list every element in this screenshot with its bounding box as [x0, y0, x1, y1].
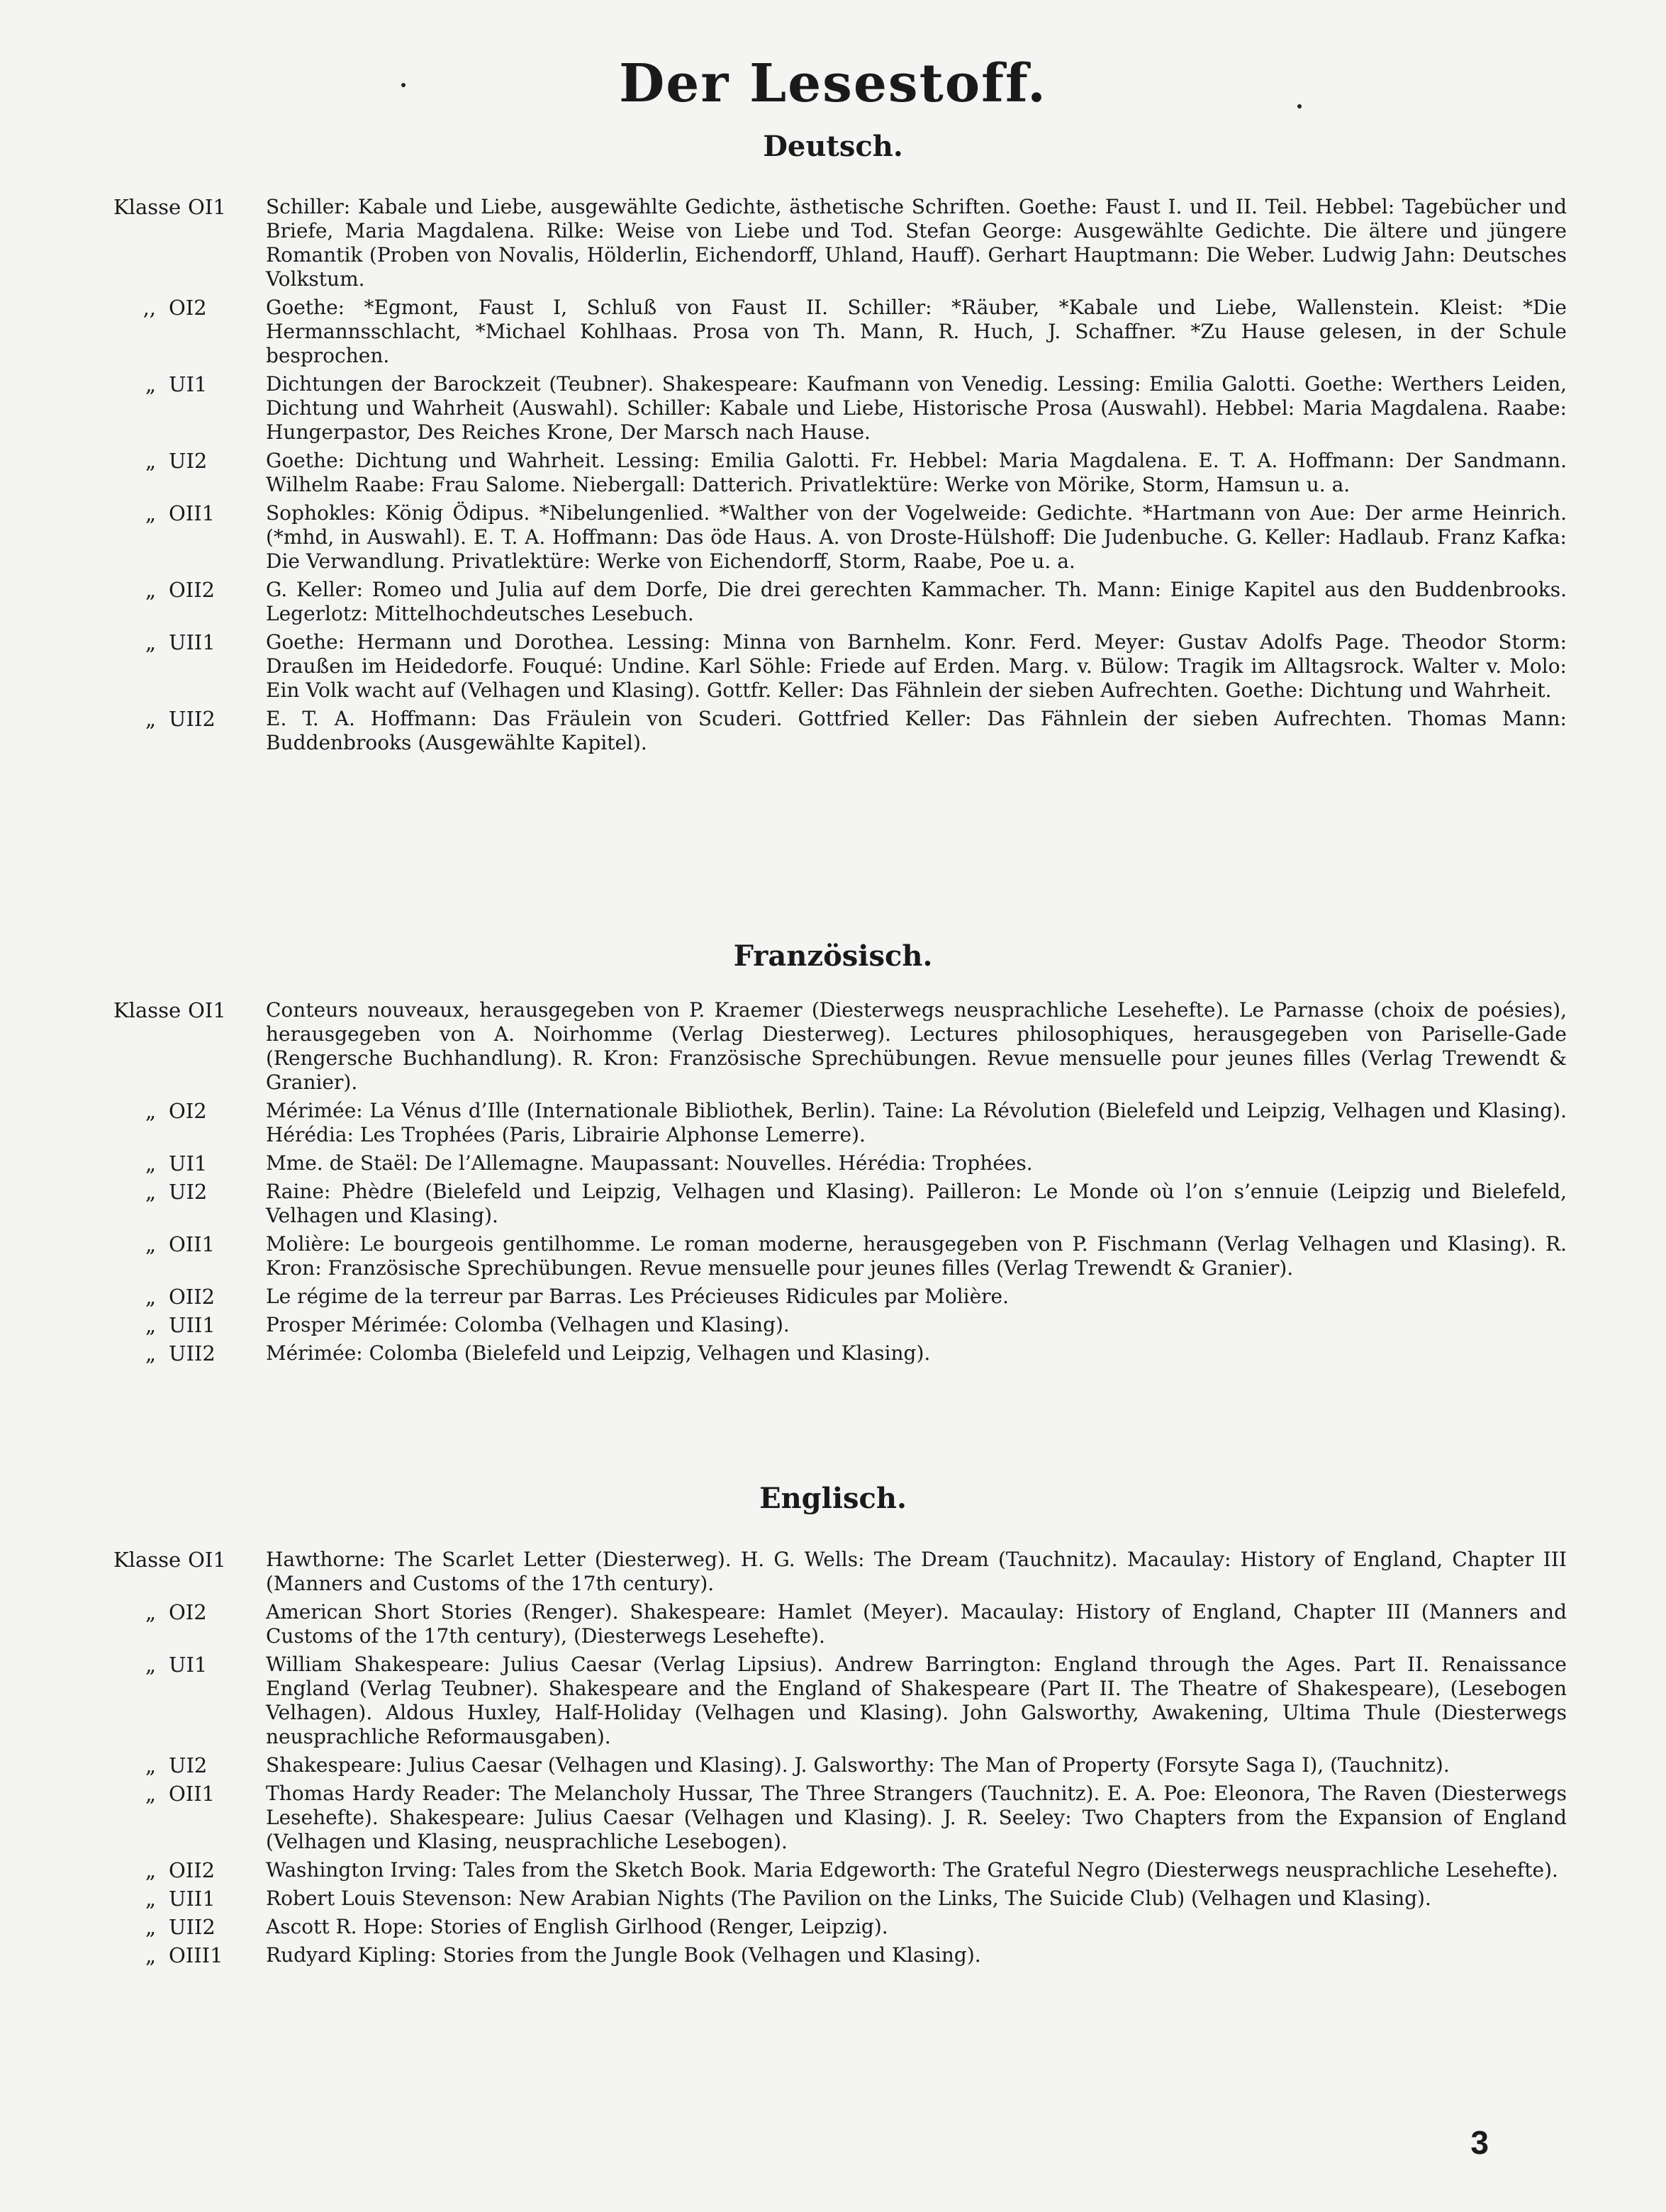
reading-list-row	[113, 1653, 1567, 1749]
class-code: UI1	[169, 1653, 208, 1677]
reading-list-row	[113, 501, 1567, 574]
class-label	[113, 578, 266, 602]
reading-list-text: Prosper Mérimée: Colomba (Velhagen und Klasing).	[266, 1313, 790, 1336]
class-label	[113, 630, 266, 654]
class-code: UI2	[169, 449, 208, 473]
class-code: OI1	[188, 998, 226, 1022]
section-englisch	[113, 1548, 1567, 1972]
class-label	[113, 1180, 266, 1204]
class-code: UII2	[169, 1341, 216, 1365]
class-prefix: „	[145, 630, 156, 654]
reading-list-row	[113, 998, 1567, 1095]
class-prefix: Klasse	[113, 1548, 181, 1572]
class-code: UI2	[169, 1180, 208, 1204]
reading-list-text: Shakespeare: Julius Caesar (Velhagen und Klasing). J. Galsworthy: The Man of Property (Forsyte Saga I), (Tauchnitz).	[266, 1753, 1450, 1777]
reading-list-text: G. Keller: Romeo und Julia auf dem Dorfe, Die drei gerechten Kammacher. Th. Mann: Einige Kapitel aus den Buddenbrooks. Legerlotz: Mittelhochdeutsches Lesebuch.	[266, 578, 1567, 625]
class-label	[113, 1753, 266, 1777]
class-prefix: „	[145, 1943, 156, 1967]
class-label	[113, 998, 266, 1022]
class-prefix: „	[145, 1753, 156, 1777]
reading-list-row	[113, 372, 1567, 445]
section-franzoesisch	[113, 998, 1567, 1370]
reading-list-row	[113, 1858, 1567, 1882]
class-label	[113, 1782, 266, 1806]
class-prefix: „	[145, 1341, 156, 1365]
class-code: OII1	[169, 501, 216, 525]
reading-list-row	[113, 1782, 1567, 1854]
reading-list-text: Thomas Hardy Reader: The Melancholy Hussar, The Three Strangers (Tauchnitz). E. A. Poe: Eleonora, The Raven (Diesterwegs Lesehefte). Shakespeare: Julius Caesar (Velhagen und Klasing). J. R. Seeley: Two Chapters from the Expansion of England (Velhagen und Klasing, neusprachliche Lesebogen).	[266, 1782, 1567, 1853]
reading-list-text: Mérimée: La Vénus d’Ille (Internationale Bibliothek, Berlin). Taine: La Révolution (Bielefeld und Leipzig, Velhagen und Klasing). Hérédia: Les Trophées (Paris, Librairie Alphonse Lemerre).	[266, 1099, 1567, 1146]
reading-list-row	[113, 1548, 1567, 1596]
reading-list-text: Mérimée: Colomba (Bielefeld und Leipzig, Velhagen und Klasing).	[266, 1341, 931, 1365]
reading-list-text: Schiller: Kabale und Liebe, ausgewählte Gedichte, ästhetische Schriften. Goethe: Faust I. und II. Teil. Hebbel: Tagebücher und Briefe, Maria Magdalena. Rilke: Weise von Liebe und Tod. Stefan George: Ausgewählte Gedichte. Die ältere und jüngere Romantik (Proben von Novalis, Hölderlin, Eichendorff, Uhland, Hauff). Gerhart Hauptmann: Die Weber. Ludwig Jahn: Deutsches Volkstum.	[266, 195, 1567, 291]
reading-list-row	[113, 1313, 1567, 1337]
class-prefix: Klasse	[113, 998, 181, 1022]
class-prefix: „	[145, 578, 156, 602]
class-code: OII2	[169, 1285, 216, 1309]
class-code: OII1	[169, 1232, 216, 1256]
reading-list-text: American Short Stories (Renger). Shakespeare: Hamlet (Meyer). Macaulay: History of England, Chapter III (Manners and Customs of the 17th century), (Diesterwegs Lesehefte).	[266, 1600, 1567, 1648]
class-prefix: „	[145, 372, 156, 396]
reading-list-row	[113, 630, 1567, 703]
class-label	[113, 1858, 266, 1882]
reading-list-text: Conteurs nouveaux, herausgegeben von P. Kraemer (Diesterwegs neusprachliche Lesehefte). Le Parnasse (choix de poésies), herausgegeben von A. Noirhomme (Verlag Diesterweg). Lectures philosophiques, herausgegeben von Pariselle-Gade (Rengersche Buchhandlung). R. Kron: Französische Sprechübungen. Revue mensuelle pour jeunes filles (Verlag Trewendt & Granier).	[266, 998, 1567, 1094]
class-code: OII1	[169, 1782, 216, 1806]
class-label	[113, 1232, 266, 1256]
reading-list-row	[113, 296, 1567, 368]
class-code: OII2	[169, 1858, 216, 1882]
reading-list-row	[113, 578, 1567, 626]
class-prefix: „	[145, 1653, 156, 1677]
section-deutsch	[113, 195, 1567, 759]
class-prefix: „	[145, 1285, 156, 1309]
reading-list-text: William Shakespeare: Julius Caesar (Verlag Lipsius). Andrew Barrington: England through the Ages. Part II. Renaissance England (Verlag Teubner). Shakespeare and the England of Shakespeare (Part II. The Theatre of Shakespeare), (Lesebogen Velhagen). Aldous Huxley, Half-Holiday (Velhagen und Klasing). John Galsworthy, Awakening, Ultima Thule (Diesterwegs neusprachliche Reformausgaben).	[266, 1653, 1567, 1748]
reading-list-row	[113, 1943, 1567, 1967]
reading-list-text: Goethe: *Egmont, Faust I, Schluß von Faust II. Schiller: *Räuber, *Kabale und Liebe, Wallenstein. Kleist: *Die Hermannsschlacht, *Michael Kohlhaas. Prosa von Th. Mann, R. Huch, J. Schaffner. *Zu Hause gelesen, in der Schule besprochen.	[266, 296, 1567, 367]
reading-list-row	[113, 449, 1567, 497]
class-label	[113, 372, 266, 396]
page-title: Der Lesestoff.	[619, 53, 1047, 114]
class-prefix: Klasse	[113, 195, 181, 219]
reading-list-row	[113, 1341, 1567, 1365]
reading-list-text: Goethe: Hermann und Dorothea. Lessing: Minna von Barnhelm. Konr. Ferd. Meyer: Gustav Adolfs Page. Theodor Storm: Draußen im Heidedorfe. Fouqué: Undine. Karl Söhle: Friede auf Erden. Marg. v. Bülow: Tragik im Alltagsrock. Walter v. Molo: Ein Volk wacht auf (Velhagen und Klasing). Gottfr. Keller: Das Fähnlein der sieben Aufrechten. Goethe: Dichtung und Wahrheit.	[266, 630, 1567, 702]
class-code: UII1	[169, 630, 216, 654]
class-prefix: „	[145, 1858, 156, 1882]
class-label	[113, 1943, 266, 1967]
class-label	[113, 1313, 266, 1337]
class-label	[113, 1600, 266, 1624]
page-number: 3	[1470, 2124, 1489, 2161]
class-label	[113, 707, 266, 731]
class-label	[113, 1887, 266, 1911]
reading-list-text: Molière: Le bourgeois gentilhomme. Le roman moderne, herausgegeben von P. Fischmann (Verlag Velhagen und Klasing). R. Kron: Französische Sprechübungen. Revue mensuelle pour jeunes filles (Verlag Trewendt & Granier).	[266, 1232, 1567, 1280]
class-label	[113, 296, 266, 320]
class-code: OI1	[188, 1548, 226, 1572]
reading-list-text: Mme. de Staël: De l’Allemagne. Maupassant: Nouvelles. Hérédia: Trophées.	[266, 1151, 1033, 1175]
reading-list-text: Hawthorne: The Scarlet Letter (Diesterweg). H. G. Wells: The Dream (Tauchnitz). Macaulay: History of England, Chapter III (Manners and Customs of the 17th century).	[266, 1548, 1567, 1595]
class-prefix: „	[145, 1887, 156, 1911]
reading-list-text: Sophokles: König Ödipus. *Nibelungenlied. *Walther von der Vogelweide: Gedichte. *Hartmann von Aue: Der arme Heinrich. (*mhd, in Auswahl). E. T. A. Hoffmann: Das öde Haus. A. von Droste-Hülshoff: Die Judenbuche. G. Keller: Hadlaub. Franz Kafka: Die Verwandlung. Privatlektüre: Werke von Eichendorff, Storm, Raabe, Poe u. a.	[266, 501, 1567, 573]
class-prefix: „	[145, 501, 156, 525]
class-prefix: „	[145, 1915, 156, 1939]
class-label	[113, 1915, 266, 1939]
class-code: UII1	[169, 1313, 216, 1337]
class-code: UII1	[169, 1887, 216, 1911]
class-prefix: „	[145, 449, 156, 473]
class-prefix: „	[145, 1232, 156, 1256]
reading-list-row	[113, 1600, 1567, 1648]
reading-list-row	[113, 1915, 1567, 1939]
class-code: OII2	[169, 578, 216, 602]
class-code: OI1	[188, 195, 226, 219]
reading-list-row	[113, 1753, 1567, 1777]
reading-list-row	[113, 1099, 1567, 1147]
class-label	[113, 449, 266, 473]
class-prefix: „	[145, 707, 156, 731]
class-prefix: „	[145, 1180, 156, 1204]
reading-list-row	[113, 1232, 1567, 1280]
class-label	[113, 1099, 266, 1123]
reading-list-row	[113, 707, 1567, 755]
class-code: OIII1	[169, 1943, 223, 1967]
class-code: OI2	[169, 1600, 207, 1624]
reading-list-text: Dichtungen der Barockzeit (Teubner). Shakespeare: Kaufmann von Venedig. Lessing: Emilia Galotti. Goethe: Werthers Leiden, Dichtung und Wahrheit (Auswahl). Schiller: Kabale und Liebe, Historische Prosa (Auswahl). Hebbel: Maria Magdalena. Raabe: Hungerpastor, Des Reiches Krone, Der Marsch nach Hause.	[266, 372, 1567, 444]
class-label	[113, 1151, 266, 1175]
class-label	[113, 195, 266, 219]
reading-list-text: Le régime de la terreur par Barras. Les Précieuses Ridicules par Molière.	[266, 1285, 1010, 1308]
reading-list-text: Ascott R. Hope: Stories of English Girlhood (Renger, Leipzig).	[266, 1915, 888, 1938]
class-label	[113, 1548, 266, 1572]
class-code: UII2	[169, 1915, 216, 1939]
class-code: UI2	[169, 1753, 208, 1777]
section-heading-deutsch: Deutsch.	[763, 130, 903, 163]
class-prefix: „	[145, 1313, 156, 1337]
section-heading-franzoesisch: Französisch.	[733, 939, 933, 973]
reading-list-text: Robert Louis Stevenson: New Arabian Nights (The Pavilion on the Links, The Suicide Club) (Velhagen und Klasing).	[266, 1887, 1431, 1910]
reading-list-text: Washington Irving: Tales from the Sketch Book. Maria Edgeworth: The Grateful Negro (Diesterwegs neusprachliche Lesehefte).	[266, 1858, 1558, 1882]
reading-list-text: Raine: Phèdre (Bielefeld und Leipzig, Velhagen und Klasing). Pailleron: Le Monde où l’on s’ennuie (Leipzig und Bielefeld, Velhagen und Klasing).	[266, 1180, 1567, 1227]
reading-list-row	[113, 1180, 1567, 1228]
reading-list-text: E. T. A. Hoffmann: Das Fräulein von Scuderi. Gottfried Keller: Das Fähnlein der sieben Aufrechten. Thomas Mann: Buddenbrooks (Ausgewählte Kapitel).	[266, 707, 1567, 754]
class-prefix: „	[145, 1782, 156, 1806]
class-code: UII2	[169, 707, 216, 731]
class-code: UI1	[169, 1151, 208, 1175]
class-label	[113, 501, 266, 525]
class-prefix: „	[145, 1600, 156, 1624]
reading-list-row	[113, 1285, 1567, 1309]
reading-list-text: Goethe: Dichtung und Wahrheit. Lessing: Emilia Galotti. Fr. Hebbel: Maria Magdalena. E. T. A. Hoffmann: Der Sandmann. Wilhelm Raabe: Frau Salome. Niebergall: Datterich. Privatlektüre: Werke von Mörike, Storm, Hamsun u. a.	[266, 449, 1567, 496]
section-heading-englisch: Englisch.	[759, 1482, 907, 1515]
reading-list-row	[113, 1887, 1567, 1911]
class-prefix: „	[145, 1151, 156, 1175]
reading-list-text: Rudyard Kipling: Stories from the Jungle Book (Velhagen und Klasing).	[266, 1943, 981, 1967]
class-label	[113, 1285, 266, 1309]
class-code: UI1	[169, 372, 208, 396]
class-label	[113, 1341, 266, 1365]
class-prefix: „	[145, 1099, 156, 1123]
class-label	[113, 1653, 266, 1677]
class-code: OI2	[169, 1099, 207, 1123]
class-code: OI2	[169, 296, 207, 320]
reading-list-row	[113, 1151, 1567, 1175]
class-prefix: ,,	[142, 296, 156, 320]
reading-list-row	[113, 195, 1567, 291]
